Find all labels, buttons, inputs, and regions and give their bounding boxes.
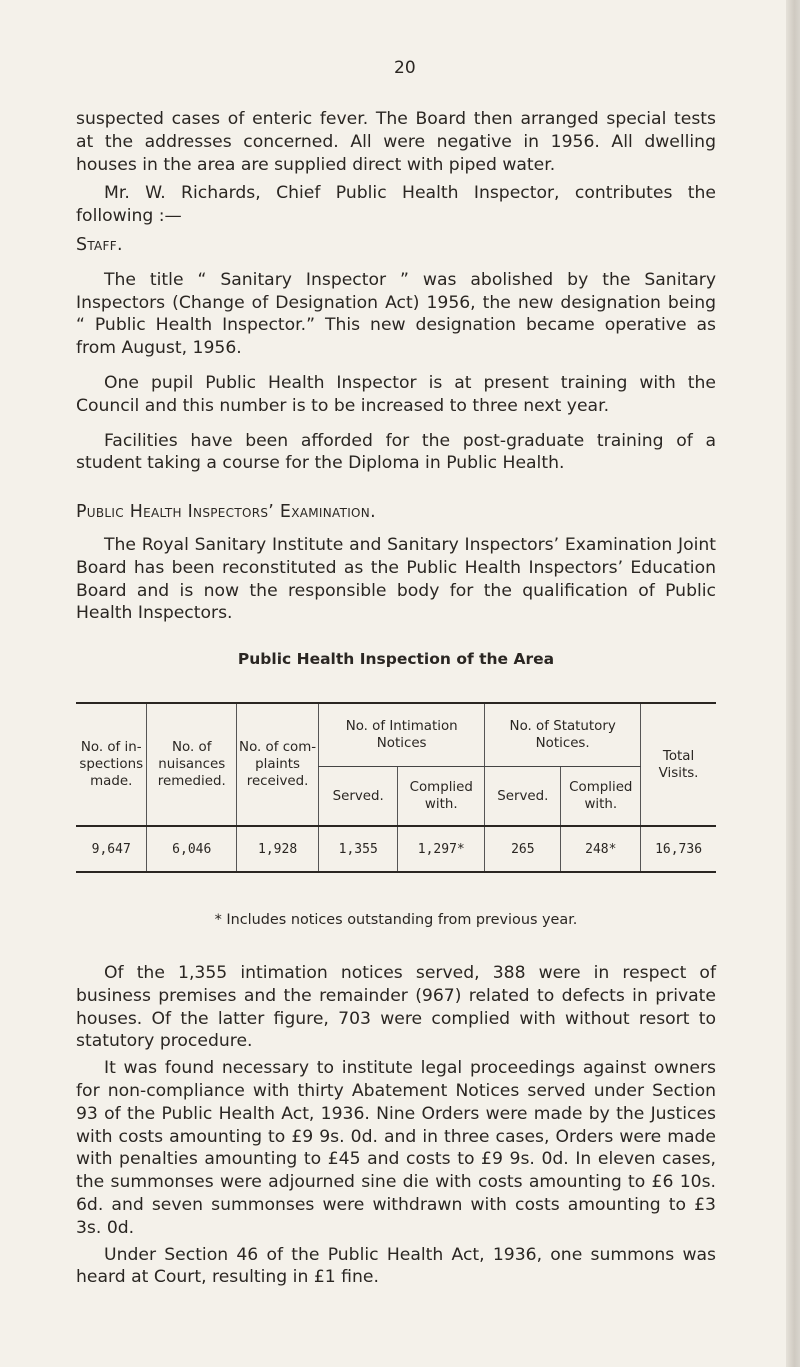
cell-statutory-complied: 248* xyxy=(561,826,641,872)
paragraph-royal-sanitary: The Royal Sanitary Institute and Sanitary Inspectors’ Examination Joint Board has been reconstituted as the Public Health Inspectors’ Education Board and is now the responsible body for the qualification of Public Health Inspectors. xyxy=(76,534,716,624)
paragraph-title-change: The title “ Sanitary Inspector ” was abolished by the Sanitary Inspectors (Change of Designation Act) 1956, the new designation being “ Public Health Inspector.” This new designation became operative as from August, 1956. xyxy=(76,269,716,359)
cell-intimation-served: 1,355 xyxy=(319,826,398,872)
header-complaints: No. of com- plaints received. xyxy=(237,703,319,826)
table-title: Public Health Inspection of the Area xyxy=(237,650,555,668)
header-inspections: No. of in- spections made. xyxy=(76,703,147,826)
header-nuisances: No. of nuisances remedied. xyxy=(147,703,237,826)
cell-intimation-complied: 1,297* xyxy=(398,826,485,872)
table-footnote: * Includes notices outstanding from previous year. xyxy=(214,912,578,928)
paragraph-richards: Mr. W. Richards, Chief Public Health Inspector, contributes the following :— xyxy=(76,183,716,227)
cell-complaints: 1,928 xyxy=(237,826,319,872)
header-intimation-complied: Complied with. xyxy=(398,767,485,827)
cell-total-visits: 16,736 xyxy=(641,826,716,872)
cell-inspections: 9,647 xyxy=(91,841,131,857)
top-text xyxy=(76,108,716,625)
paragraph-intimation-notices: Of the 1,355 intimation notices served, 388 were in respect of business premises and the remainder (967) related to defects in private houses. Of the latter figure, 703 were complied with without resort to statutory procedure. xyxy=(76,963,716,1052)
header-statutory-complied: Complied with. xyxy=(561,767,641,827)
header-statutory-served: Served. xyxy=(485,767,561,827)
paragraph-pupil: One pupil Public Health Inspector is at present training with the Council and this number is to be increased to three next year. xyxy=(76,372,716,416)
staff-heading: Staff. xyxy=(76,234,123,255)
paragraph-enteric: suspected cases of enteric fever. The Board then arranged special tests at the addresses concerned. All were negative in 1956. All dwelling houses in the area are supplied direct with piped water. xyxy=(76,109,716,175)
header-statutory-group: No. of Statutory Notices. xyxy=(485,703,641,767)
header-total-visits: Total Visits. xyxy=(641,703,716,826)
cell-nuisances: 6,046 xyxy=(147,826,237,872)
bottom-text xyxy=(76,962,716,1289)
header-intimation-group: No. of Intimation Notices xyxy=(319,703,485,767)
page-edge xyxy=(786,0,800,1367)
header-intimation-served: Served. xyxy=(319,767,398,827)
exam-heading: Public Health Inspectors’ Examination. xyxy=(76,502,376,523)
page-number: 20 xyxy=(394,58,416,78)
inspection-table xyxy=(76,702,716,873)
paragraph-facilities: Facilities have been afforded for the post-graduate training of a student taking a course for the Diploma in Public Health. xyxy=(76,430,716,474)
cell-statutory-served: 265 xyxy=(485,826,561,872)
paragraph-legal-proceedings: It was found necessary to institute legal proceedings against owners for non-compliance with thirty Abatement Notices served under Section 93 of the Public Health Act, 1936. Nine Orders were made by the Justices with costs amounting to £9 9s. 0d. and in three cases, Orders were made with penalties amounting to £45 and costs to £9 9s. 0d. In eleven cases, the summonses were adjourned sine die with costs amounting to £6 10s. 6d. and seven summonses were withdrawn with costs amounting to £3 3s. 0d. xyxy=(76,1058,716,1238)
paragraph-section-46: Under Section 46 of the Public Health Act, 1936, one summons was heard at Court, resulting in £1 fine. xyxy=(76,1244,716,1288)
